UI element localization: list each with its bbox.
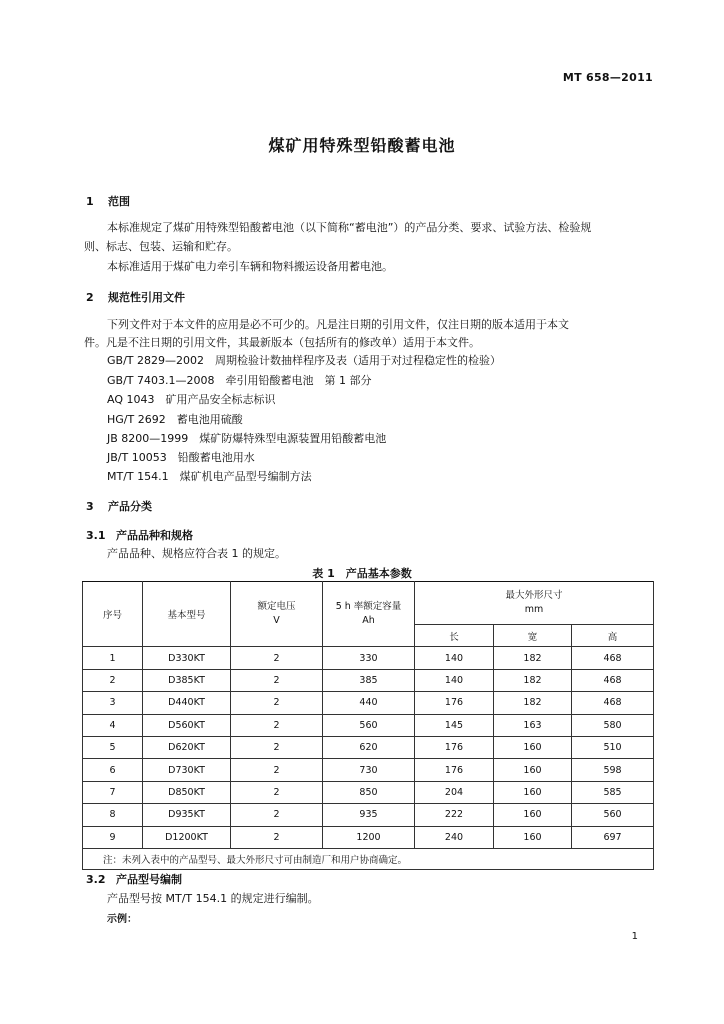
cell-height: 598 bbox=[572, 759, 654, 781]
table-row bbox=[83, 669, 654, 691]
reference-item: JB/T 10053 铅酸蓄电池用水 bbox=[107, 451, 255, 464]
cell-model: D730KT bbox=[143, 759, 231, 781]
cell-voltage: 2 bbox=[231, 736, 323, 758]
cell-capacity: 440 bbox=[323, 692, 415, 714]
page-number: 1 bbox=[631, 931, 638, 942]
cell-height: 560 bbox=[572, 804, 654, 826]
cell-width: 160 bbox=[494, 804, 572, 826]
cell-voltage: 2 bbox=[231, 714, 323, 736]
header-model: 基本型号 bbox=[143, 582, 231, 647]
reference-item: GB/T 7403.1—2008 牵引用铅酸蓄电池 第 1 部分 bbox=[107, 374, 372, 387]
reference-item: AQ 1043 矿用产品安全标志标识 bbox=[107, 393, 276, 406]
section-2-heading bbox=[86, 289, 185, 305]
section-3-1-heading bbox=[86, 527, 193, 543]
table-row bbox=[83, 759, 654, 781]
header-dimensions-unit: mm bbox=[524, 604, 544, 615]
cell-width: 182 bbox=[494, 647, 572, 669]
cell-capacity: 330 bbox=[323, 647, 415, 669]
header-height: 高 bbox=[572, 625, 654, 647]
cell-height: 468 bbox=[572, 647, 654, 669]
section-number: 3 bbox=[86, 500, 94, 513]
cell-model: D440KT bbox=[143, 692, 231, 714]
paragraph-line: 件。凡是不注日期的引用文件，其最新版本（包括所有的修改单）适用于本文件。 bbox=[84, 336, 480, 349]
reference-item: HG/T 2692 蓄电池用硫酸 bbox=[107, 413, 243, 426]
cell-height: 468 bbox=[572, 669, 654, 691]
section-title: 产品品种和规格 bbox=[116, 529, 193, 542]
table-row bbox=[83, 692, 654, 714]
header-seq: 序号 bbox=[83, 582, 143, 647]
header-length: 长 bbox=[415, 625, 494, 647]
cell-seq: 6 bbox=[83, 759, 143, 781]
cell-width: 160 bbox=[494, 826, 572, 848]
cell-seq: 8 bbox=[83, 804, 143, 826]
cell-voltage: 2 bbox=[231, 781, 323, 803]
section-number: 2 bbox=[86, 291, 94, 304]
paragraph: 产品品种、规格应符合表 1 的规定。 bbox=[107, 547, 286, 560]
table-row bbox=[83, 714, 654, 736]
table-row bbox=[83, 736, 654, 758]
cell-length: 176 bbox=[415, 736, 494, 758]
header-width: 宽 bbox=[494, 625, 572, 647]
cell-model: D935KT bbox=[143, 804, 231, 826]
header-dimensions bbox=[415, 582, 654, 625]
reference-item: MT/T 154.1 煤矿机电产品型号编制方法 bbox=[107, 470, 312, 483]
header-dimensions-label: 最大外形尺寸 bbox=[505, 590, 563, 601]
table-row bbox=[83, 647, 654, 669]
document-title: 煤矿用特殊型铅酸蓄电池 bbox=[268, 136, 456, 155]
cell-width: 160 bbox=[494, 759, 572, 781]
cell-width: 182 bbox=[494, 692, 572, 714]
cell-capacity: 620 bbox=[323, 736, 415, 758]
parameters-table bbox=[82, 581, 654, 870]
cell-model: D560KT bbox=[143, 714, 231, 736]
cell-height: 580 bbox=[572, 714, 654, 736]
cell-seq: 7 bbox=[83, 781, 143, 803]
cell-capacity: 385 bbox=[323, 669, 415, 691]
cell-height: 468 bbox=[572, 692, 654, 714]
cell-capacity: 850 bbox=[323, 781, 415, 803]
cell-model: D620KT bbox=[143, 736, 231, 758]
section-title: 产品分类 bbox=[108, 500, 152, 513]
section-number: 3.1 bbox=[86, 529, 106, 542]
cell-length: 140 bbox=[415, 647, 494, 669]
example-label: 示例： bbox=[107, 914, 137, 925]
cell-seq: 9 bbox=[83, 826, 143, 848]
cell-capacity: 1200 bbox=[323, 826, 415, 848]
paragraph-line: 则、标志、包装、运输和贮存。 bbox=[84, 240, 238, 253]
section-3-heading bbox=[86, 498, 152, 514]
header-capacity bbox=[323, 582, 415, 647]
cell-voltage: 2 bbox=[231, 804, 323, 826]
table-row bbox=[83, 804, 654, 826]
cell-length: 140 bbox=[415, 669, 494, 691]
paragraph-line: 本标准规定了煤矿用特殊型铅酸蓄电池（以下简称“蓄电池”）的产品分类、要求、试验方法、检验规 bbox=[107, 221, 592, 234]
paragraph: 产品型号按 MT/T 154.1 的规定进行编制。 bbox=[107, 892, 319, 905]
cell-capacity: 935 bbox=[323, 804, 415, 826]
cell-seq: 5 bbox=[83, 736, 143, 758]
cell-length: 176 bbox=[415, 759, 494, 781]
cell-length: 176 bbox=[415, 692, 494, 714]
cell-model: D330KT bbox=[143, 647, 231, 669]
cell-model: D385KT bbox=[143, 669, 231, 691]
header-voltage-label: 额定电压 bbox=[257, 601, 296, 613]
cell-width: 160 bbox=[494, 736, 572, 758]
cell-length: 222 bbox=[415, 804, 494, 826]
cell-voltage: 2 bbox=[231, 669, 323, 691]
cell-width: 160 bbox=[494, 781, 572, 803]
cell-voltage: 2 bbox=[231, 692, 323, 714]
reference-item: GB/T 2829—2002 周期检验计数抽样程序及表（适用于对过程稳定性的检验） bbox=[107, 354, 501, 367]
table-row bbox=[83, 781, 654, 803]
table-caption: 表 1 产品基本参数 bbox=[312, 567, 412, 580]
section-title: 产品型号编制 bbox=[116, 873, 182, 886]
paragraph: 本标准适用于煤矿电力牵引车辆和物料搬运设备用蓄电池。 bbox=[107, 260, 393, 273]
standard-number: MT 658—2011 bbox=[562, 71, 653, 84]
cell-voltage: 2 bbox=[231, 759, 323, 781]
cell-model: D1200KT bbox=[143, 826, 231, 848]
header-capacity-unit: Ah bbox=[362, 615, 375, 627]
cell-width: 163 bbox=[494, 714, 572, 736]
cell-length: 204 bbox=[415, 781, 494, 803]
section-3-2-heading bbox=[86, 871, 182, 887]
cell-length: 145 bbox=[415, 714, 494, 736]
cell-height: 510 bbox=[572, 736, 654, 758]
header-capacity-label: 5 h 率额定容量 bbox=[335, 601, 402, 613]
reference-item: JB 8200—1999 煤矿防爆特殊型电源装置用铅酸蓄电池 bbox=[107, 432, 387, 445]
section-title: 范围 bbox=[108, 195, 130, 208]
cell-seq: 4 bbox=[83, 714, 143, 736]
header-voltage-unit: V bbox=[273, 615, 280, 627]
paragraph-line: 下列文件对于本文件的应用是必不可少的。凡是注日期的引用文件，仅注日期的版本适用于本文 bbox=[107, 318, 569, 331]
table-note: 注：未列入表中的产品型号、最大外形尺寸可由制造厂和用户协商确定。 bbox=[83, 848, 654, 869]
cell-seq: 2 bbox=[83, 669, 143, 691]
cell-seq: 1 bbox=[83, 647, 143, 669]
header-voltage bbox=[231, 582, 323, 647]
section-1-heading bbox=[86, 193, 130, 209]
section-title: 规范性引用文件 bbox=[108, 291, 185, 304]
cell-voltage: 2 bbox=[231, 647, 323, 669]
section-number: 3.2 bbox=[86, 873, 106, 886]
cell-height: 585 bbox=[572, 781, 654, 803]
cell-capacity: 560 bbox=[323, 714, 415, 736]
cell-seq: 3 bbox=[83, 692, 143, 714]
section-number: 1 bbox=[86, 195, 94, 208]
cell-voltage: 2 bbox=[231, 826, 323, 848]
cell-model: D850KT bbox=[143, 781, 231, 803]
table-row bbox=[83, 826, 654, 848]
cell-length: 240 bbox=[415, 826, 494, 848]
cell-capacity: 730 bbox=[323, 759, 415, 781]
cell-height: 697 bbox=[572, 826, 654, 848]
cell-width: 182 bbox=[494, 669, 572, 691]
